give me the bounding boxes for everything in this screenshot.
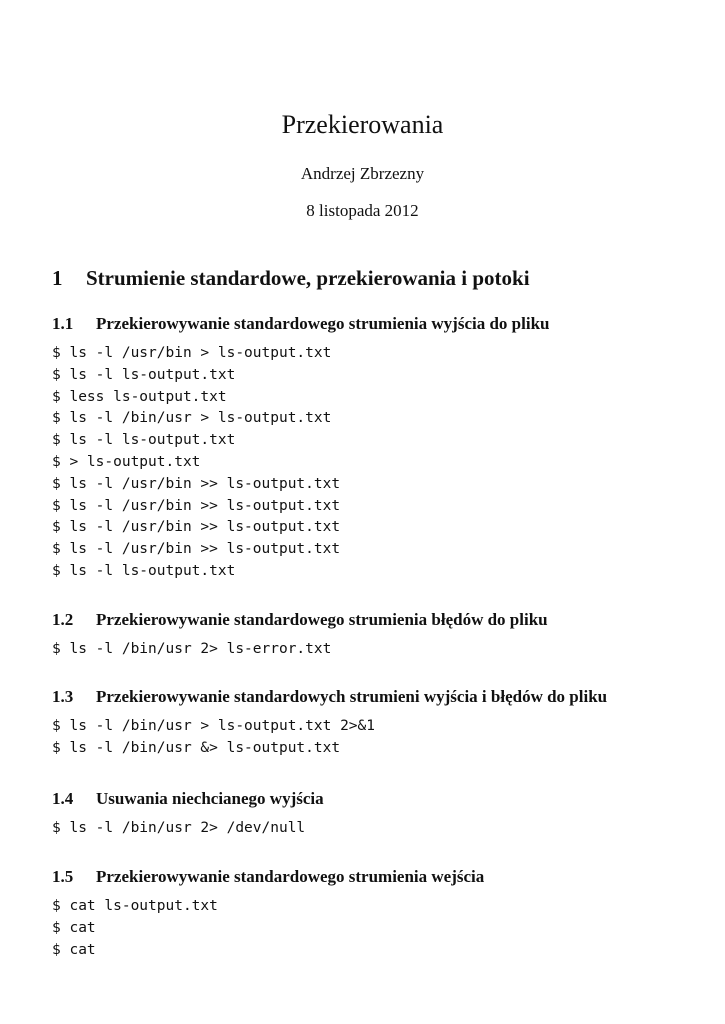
code-block <box>52 818 692 840</box>
code-line: $ ls -l /usr/bin >> ls-output.txt <box>52 541 341 558</box>
subsection-title: Przekierowywanie standardowego strumienia błędów do pliku <box>96 610 548 629</box>
section-heading <box>52 266 530 291</box>
subsection-title: Przekierowywanie standardowego strumienia wyjścia do pliku <box>96 314 550 333</box>
subsection-title: Przekierowywanie standardowego strumienia wejścia <box>96 867 485 886</box>
code-line: $ ls -l /bin/usr 2> /dev/null <box>52 820 306 836</box>
section-title: Strumienie standardowe, przekierowania i potoki <box>86 266 530 290</box>
subsection-1-1 <box>52 313 692 583</box>
subsection-number: 1.1 <box>52 314 74 333</box>
code-line: $ ls -l /usr/bin > ls-output.txt <box>52 345 332 361</box>
code-line: $ ls -l /bin/usr &> ls-output.txt <box>52 739 341 756</box>
document-author: Andrzej Zbrzezny <box>300 164 425 183</box>
subsection-number: 1.2 <box>52 610 74 629</box>
code-block <box>52 896 692 961</box>
code-line: $ ls -l /usr/bin >> ls-output.txt <box>52 497 341 514</box>
subsection-title: Przekierowywanie standardowych strumieni wyjścia i błędów do pliku <box>96 687 608 706</box>
subsection-1-4 <box>52 788 692 840</box>
subsection-heading <box>52 788 692 810</box>
code-line: $ ls -l /bin/usr > ls-output.txt <box>52 410 332 427</box>
subsection-number: 1.5 <box>52 867 74 886</box>
subsection-number: 1.3 <box>52 687 74 706</box>
code-line: $ > ls-output.txt <box>52 453 201 470</box>
code-line: $ less ls-output.txt <box>52 388 227 405</box>
code-block <box>52 343 692 583</box>
code-line: $ ls -l /bin/usr 2> ls-error.txt <box>52 641 332 657</box>
section-number: 1 <box>52 266 63 290</box>
code-line: $ ls -l /bin/usr > ls-output.txt 2>&1 <box>52 718 376 734</box>
subsection-heading <box>52 686 692 708</box>
subsection-1-2 <box>52 609 692 661</box>
subsection-heading <box>52 866 692 888</box>
code-block <box>52 639 692 661</box>
document-date: 8 listopada 2012 <box>306 201 419 220</box>
code-line: $ ls -l ls-output.txt <box>52 366 236 383</box>
code-line: $ cat <box>52 919 96 936</box>
document-title: Przekierowania <box>281 110 444 139</box>
subsection-heading <box>52 313 692 335</box>
subsection-1-3 <box>52 686 692 760</box>
code-line: $ ls -l /usr/bin >> ls-output.txt <box>52 519 341 536</box>
subsection-number: 1.4 <box>52 789 74 808</box>
subsection-heading <box>52 609 692 631</box>
subsection-1-5 <box>52 866 692 961</box>
code-line: $ cat <box>52 941 96 958</box>
subsection-title: Usuwania niechcianego wyjścia <box>96 789 324 808</box>
code-line: $ ls -l /usr/bin >> ls-output.txt <box>52 475 341 492</box>
code-line: $ ls -l ls-output.txt <box>52 432 236 449</box>
code-line: $ ls -l ls-output.txt <box>52 562 236 579</box>
code-block <box>52 716 692 760</box>
code-line: $ cat ls-output.txt <box>52 898 218 914</box>
